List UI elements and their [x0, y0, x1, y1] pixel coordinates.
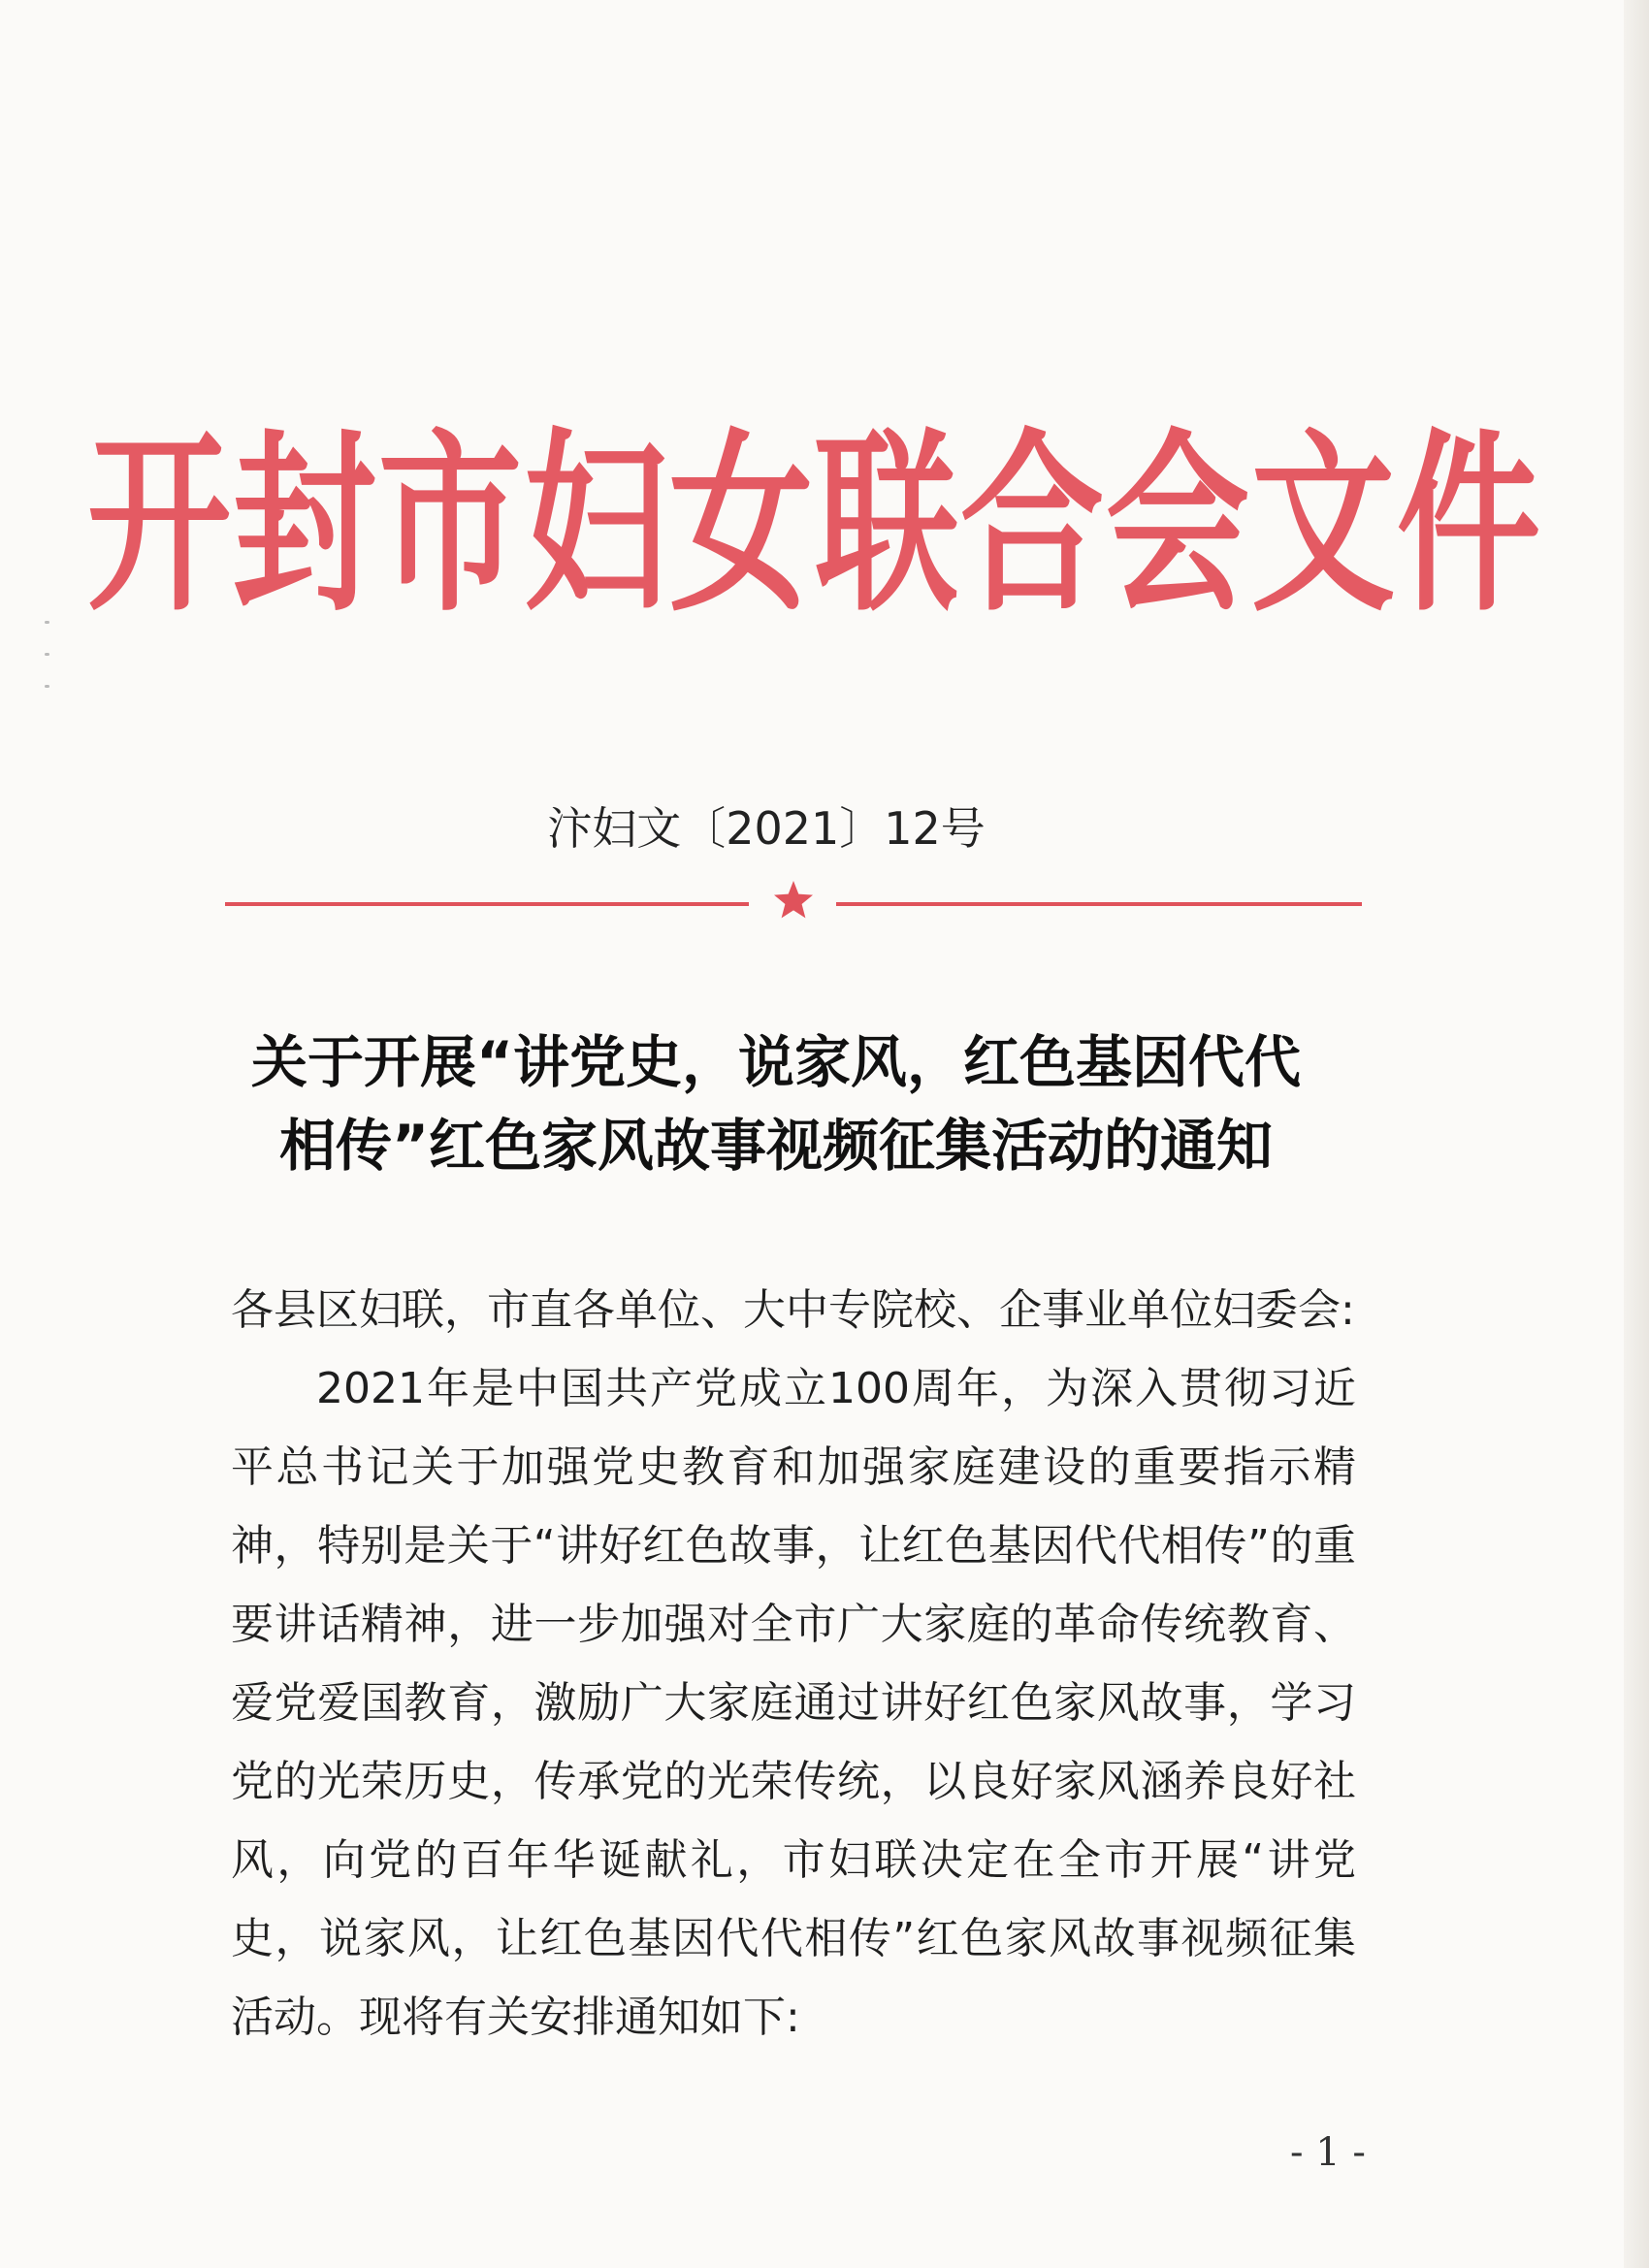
- red-rule-left: [225, 902, 749, 906]
- scan-marks: [45, 621, 49, 717]
- masthead: [87, 393, 1542, 638]
- title-line-2: 相传”红色家风故事视频征集活动的通知: [278, 1113, 1274, 1179]
- notice-body: [231, 1271, 1356, 2057]
- document-number: [0, 794, 1533, 858]
- salutation: 各县区妇联，市直各单位、大中专院校、企事业单位妇委会:: [231, 1285, 1355, 1335]
- document-number-text: 汴妇文〔2021〕12号: [547, 802, 986, 855]
- masthead-title: 开封市妇女联合会文件: [87, 412, 1542, 638]
- page-number: - 1 -: [1290, 2130, 1366, 2175]
- notice-title: [165, 1021, 1387, 1187]
- red-rule-right: [836, 902, 1362, 906]
- scan-edge: [1624, 0, 1649, 2268]
- body-paragraph: 2021年是中国共产党成立100周年，为深入贯彻习近平总书记关于加强党史教育和加强家庭建设的重要指示精神，特别是关于“讲好红色故事，让红色基因代代相传”的重要讲话精神，进一步加强对全市广大家庭的革命传统教育、爱党爱国教育，激励广大家庭通过讲好红色家风故事，学习党的光荣历史，传承党的光荣传统，以良好家风涵养良好社风，向党的百年华诞献礼，市妇联决定在全市开展“讲党史，说家风，让红色基因代代相传”红色家风故事视频征集活动。现将有关安排通知如下:: [231, 1364, 1356, 2042]
- red-star-icon: [772, 879, 815, 922]
- title-line-1: 关于开展“讲党史，说家风，红色基因代代: [250, 1029, 1302, 1095]
